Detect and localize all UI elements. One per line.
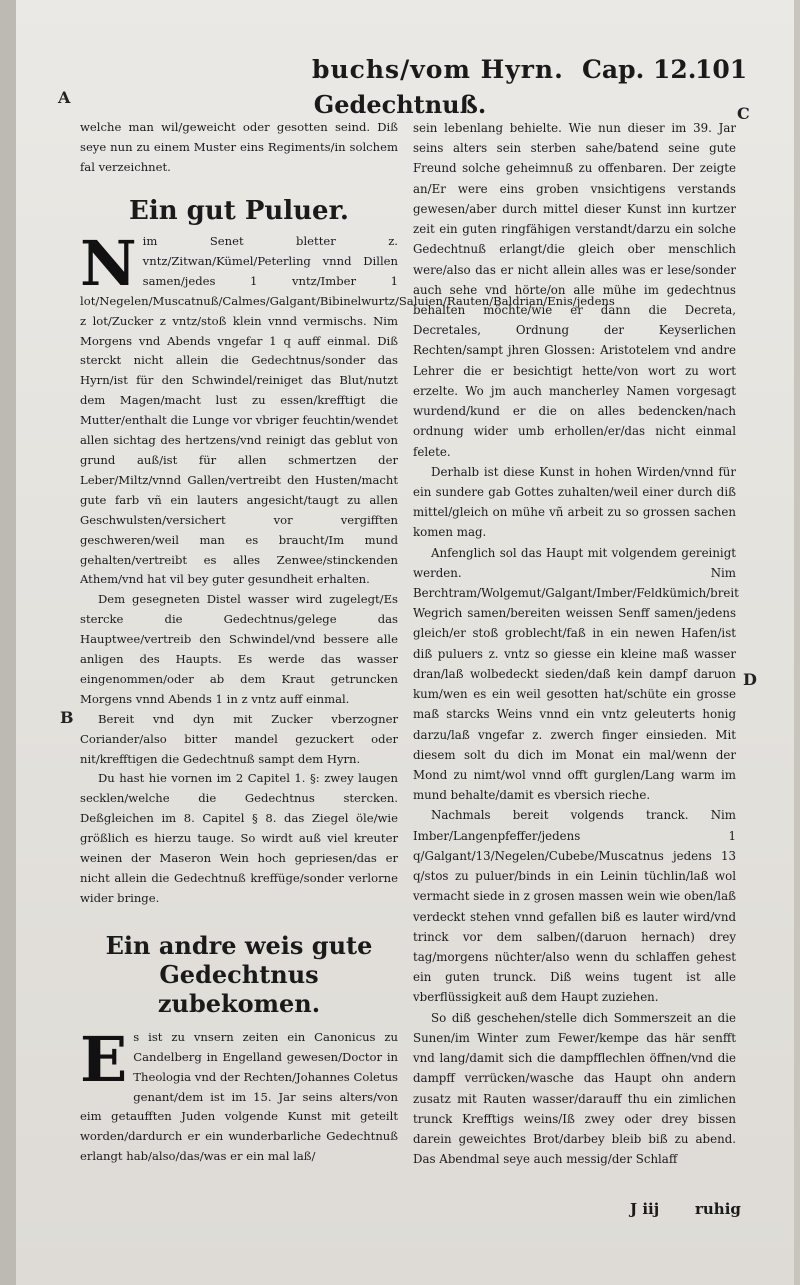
running-head: buchs/vom Hyrn. [312, 55, 564, 84]
paragraph: Anfenglich sol das Haupt mit volgendem gereinigt werden. Nim Berchtram/Wolgemut/Galgant/Imber/Feldkümich/breit Wegrich samen/bereiten weissen Senff samen/jedens gleich/er stoß groblecht/faß in ein newen Hafen/ist diß puluers z. vntz so giesse ein kleine maß wasser dran/laß wolbedeckt sieden/daß kein dampf daruon kum/wen es ein weil gesotten hat/schüte ein grosse maß starcks Weins vnnd ein vntz geleuterts honig darzu/laß vngefar z. zwerch finger einsieden. Mit diesem solt du dich im Monat ein mal/wenn der Mond zu nimt/wol vnnd offt gurglen/Lang warm im mund behalte/damit es vbersich rieche. [413, 545, 739, 803]
paragraph-with-initial: Nim Senet bletter z. vntz/Zitwan/Kümel/Peterling vnnd Dillen samen/jedes 1 vntz/Imber 1 lot/Negelen/Muscatnuß/Calmes/Galgant/Bibinelwurtz/Saluien/Rauten/Baldrian/Enis/jedens z lot/Zucker z vntz/stoß klein vnnd vermischs. Nim Morgens vnd Abends vngefar 1 q auff einmal. Diß sterckt nicht allein die Gedechtnus/sonder das Hyrn/ist für den Schwindel/reiniget das Blut/nutzt dem Magen/macht lust zu essen/krefftigt die Mutter/enthalt die Lunge vor vbriger feuchtin/wendet allen sichtag des hertzens/vnd reinigt das geblut von grund auß/ist für allen schmertzen der Leber/Miltz/vnnd Gallen/vertreibt den Husten/macht gute farb vñ ein lauters angesicht/taugt zu allen Geschwulsten/versichert vor vergifften geschweren/weil man es braucht/Im mund gehalten/vertreibt es alles Zenwee/stinckenden Athem/vnd hat vil bey guter gesundheit erhalten. [80, 226, 615, 587]
right-column [413, 118, 739, 1169]
margin-letter-a: A [58, 88, 71, 107]
margin-letter-d: D [743, 670, 757, 689]
paragraph-with-initial: Es ist zu vnsern zeiten ein Canonicus zu Candelberg in Engelland gewesen/Doctor in Theologia vnd der Rechten/Johannes Coletus genant/dem ist im 15. Jar seins alters/von eim getaufften Juden volgende Kunst mit geteilt worden/dardurch er ein wunderbarliche Gedechtnuß erlangt hab/also/das/was er ein mal laß/ [80, 1022, 398, 1164]
paragraph: Derhalb ist diese Kunst in hohen Wirden/vnnd für ein sundere gab Gottes zuhalten/weil einer durch diß mittel/gleich on mühe vñ arbeit zu so grossen sachen komen mag. [413, 464, 736, 540]
catchword: ruhig [695, 1200, 741, 1218]
page-title: Gedechtnuß. [313, 90, 487, 119]
paragraph: welche man wil/geweicht oder gesotten seind. Diß seye nun zu einem Muster eins Regiments/in solchem fal verzeichnet. [80, 120, 398, 174]
page-edge-right [794, 0, 800, 1285]
chapter-number: Cap. 12. [582, 55, 697, 84]
section-heading: Ein gut Puluer. [129, 195, 349, 226]
paragraph: Bereit vnd dyn mit Zucker vberzogner Coriander/also bitter mandel gezuckert oder nit/krefftigen die Gedechtnuß sampt dem Hyrn. [80, 711, 398, 766]
paragraph: Du hast hie vornen im 2 Capitel 1. §: zwey laugen secklen/welche die Gedechtnus stercken. Deßgleichen im 8. Capitel § 8. das Ziegel öle/wie größlich es hierzu tauge. So wirdt auß viel kreuter weinen der Maseron Wein hoch gepriesen/das er nicht allein die Gedechtnuß kreffüge/sonder verlorne wider bringe. [80, 771, 398, 905]
margin-letter-c: C [737, 104, 750, 123]
paragraph: Nachmals bereit volgends tranck. Nim Imber/Langenpfeffer/jedens 1 q/Galgant/13/Negelen/Cubebe/Muscatnus jedens 13 q/stos zu puluer/binds in ein Leinin tüchlin/laß wol vermacht siede in z grosen massen wein wie oben/laß verdeckt stehen vnnd gefallen biß es lauter wird/vnd trinck vor dem salben/(daruon hernach) drey tag/morgens nüchter/also wenn du schlaffen gehest ein guten trunck. Diß weins tugent ist alle vberflüssigkeit auß dem Haupt zuziehen. [413, 808, 736, 1005]
paragraph: Dem gesegneten Distel wasser wird zugelegt/Es stercke die Gedechtnus/gelege das Hauptwee/vertreib den Schwindel/vnd bessere alle anligen des Haupts. Es werde das wasser eingenommen/oder ab dem Kraut getruncken Morgens vnnd Abends 1 in z vntz auff einmal. [80, 592, 398, 706]
folio-number: 101 [695, 55, 748, 84]
signature-mark: J iij [630, 1200, 660, 1218]
page-edge-left [0, 0, 16, 1285]
margin-letter-b: B [60, 708, 74, 727]
section-heading: Ein andre weis gute Gedechtnus zubekomen. [105, 930, 373, 1018]
paragraph: So diß geschehen/stelle dich Sommerszeit an die Sunen/im Winter zum Fewer/kempe das här senfft vnd lang/damit sich die dampfflechlen öffnen/vnd die dampff verrücken/wasche das Haupt ohn andern zusatz mit Rauten wasser/darauff thu ein zimlichen trunck Krefftigs weins/Iß zwey oder drey bissen darein geweichtes Brot/darbey bleib biß zu abend. Das Abendmal seye auch messig/der Schlaff [413, 1010, 736, 1167]
page-header [0, 55, 800, 91]
paragraph: sein lebenlang behielte. Wie nun dieser im 39. Jar seins alters sein sterben sahe/batend seine gute Freund solche geheimnuß zu offenbaren. Der zeigte an/Er were eins groben vnsichtigens verstands gewesen/aber durch mittel dieser Kunst inn kurtzer zeit ein guten ringfähigen verstandt/darzu ein solche Gedechtnuß erlangt/die gleich ober menschlich were/also das er nicht allein alles was er lese/sonder auch sehe vnd hörte/on alle mühe im gedechtnus behalten möchte/wie er dann die Decreta, Decretales, Ordnung der Keyserlichen Rechten/sampt jhren Glossen: Aristotelem vnd andre Lehrer die er besichtigt hette/von wort zu wort erzelte. Wo jm auch mancherley Namen vorgesagt wurdend/kund er die on alles bedencken/nach ordnung wider umb erhollen/er/das nicht einmal felete. [413, 121, 736, 459]
